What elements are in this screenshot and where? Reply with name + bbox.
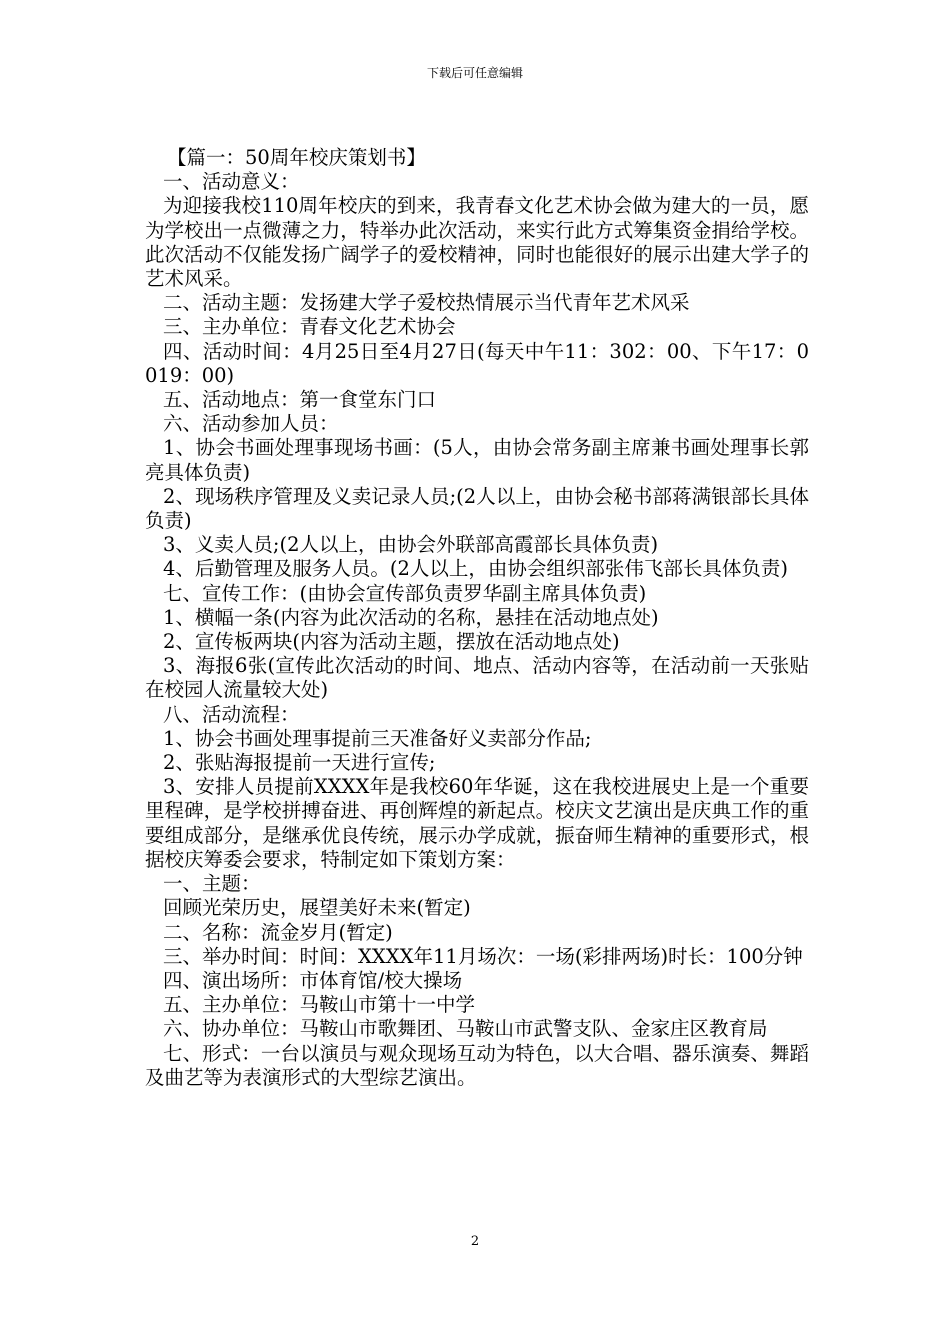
section-heading: 八、活动流程： [163,702,300,726]
list-item: 3、安排人员提前XXXX年是我校60年华诞，这在我校进展史上是一个重要里程碑，是学校拼搏奋进、再创辉煌的新起点。校庆文艺演出是庆典工作的重要组成部分，是继承优良传统，展示办学成就，振奋师生精神的重要形式，根据校庆筹委会要求，特制定如下策划方案： [145,775,809,871]
section-heading: 六、协办单位：马鞍山市歌舞团、马鞍山市武警支队、金家庄区教育局 [163,1017,768,1041]
document-title: 【篇一：50周年校庆策划书】 [167,146,426,169]
section-heading: 四、演出场所：市体育馆/校大操场 [163,968,463,992]
section-heading: 三、主办单位：青春文化艺术协会 [163,315,456,339]
list-item: 1、横幅一条(内容为此次活动的名称，悬挂在活动地点处) [163,605,659,629]
section-heading: 五、活动地点：第一食堂东门口 [163,388,437,412]
list-item: 1、协会书画处理事提前三天准备好义卖部分作品; [163,726,592,750]
section-heading: 六、活动参加人员： [163,412,339,436]
section-heading: 七、形式：一台以演员与观众现场互动为特色，以大合唱、器乐演奏、舞蹈及曲艺等为表演形式的大型综艺演出。 [145,1041,809,1089]
paragraph: 回顾光荣历史，展望美好未来(暂定) [163,896,471,920]
list-item: 3、海报6张(宣传此次活动的时间、地点、活动内容等，在活动前一天张贴在校园人流量较大处) [145,654,809,702]
section-heading: 一、主题： [163,872,261,896]
list-item: 2、张贴海报提前一天进行宣传; [163,751,436,775]
section-heading: 四、活动时间：4月25日至4月27日(每天中午11：302：00、下午17：0019：00) [145,339,809,387]
page-number: 2 [470,1234,480,1249]
section-heading: 三、举办时间：时间：XXXX年11月场次：一场(彩排两场)时长：100分钟 [163,944,803,968]
list-item: 2、宣传板两块(内容为活动主题，摆放在活动地点处) [163,630,620,654]
section-heading: 二、活动主题：发扬建大学子爱校热情展示当代青年艺术风采 [163,291,690,315]
page-header: 下载后可任意编辑 [426,66,523,80]
section-heading: 一、活动意义： [163,170,300,194]
document-body [145,146,809,1090]
list-item: 4、后勤管理及服务人员。(2人以上，由协会组织部张伟飞部长具体负责) [163,557,789,581]
section-heading: 二、名称：流金岁月(暂定) [163,920,393,944]
section-heading: 七、宣传工作：(由协会宣传部负责罗华副主席具体负责) [163,581,647,605]
paragraph: 为迎接我校110周年校庆的到来，我青春文化艺术协会做为建大的一员，愿为学校出一点微薄之力，特举办此次活动，来实行此方式筹集资金捐给学校。此次活动不仅能发扬广阔学子的爱校精神，同时也能很好的展示出建大学子的艺术风采。 [145,194,809,291]
section-heading: 五、主办单位：马鞍山市第十一中学 [163,993,476,1017]
list-item: 3、义卖人员;(2人以上，由协会外联部高霞部长具体负责) [163,533,659,557]
list-item: 1、协会书画处理事现场书画：(5人，由协会常务副主席兼书画处理事长郭亮具体负责) [145,436,809,484]
list-item: 2、现场秩序管理及义卖记录人员;(2人以上，由协会秘书部蒋满银部长具体负责) [145,484,809,533]
